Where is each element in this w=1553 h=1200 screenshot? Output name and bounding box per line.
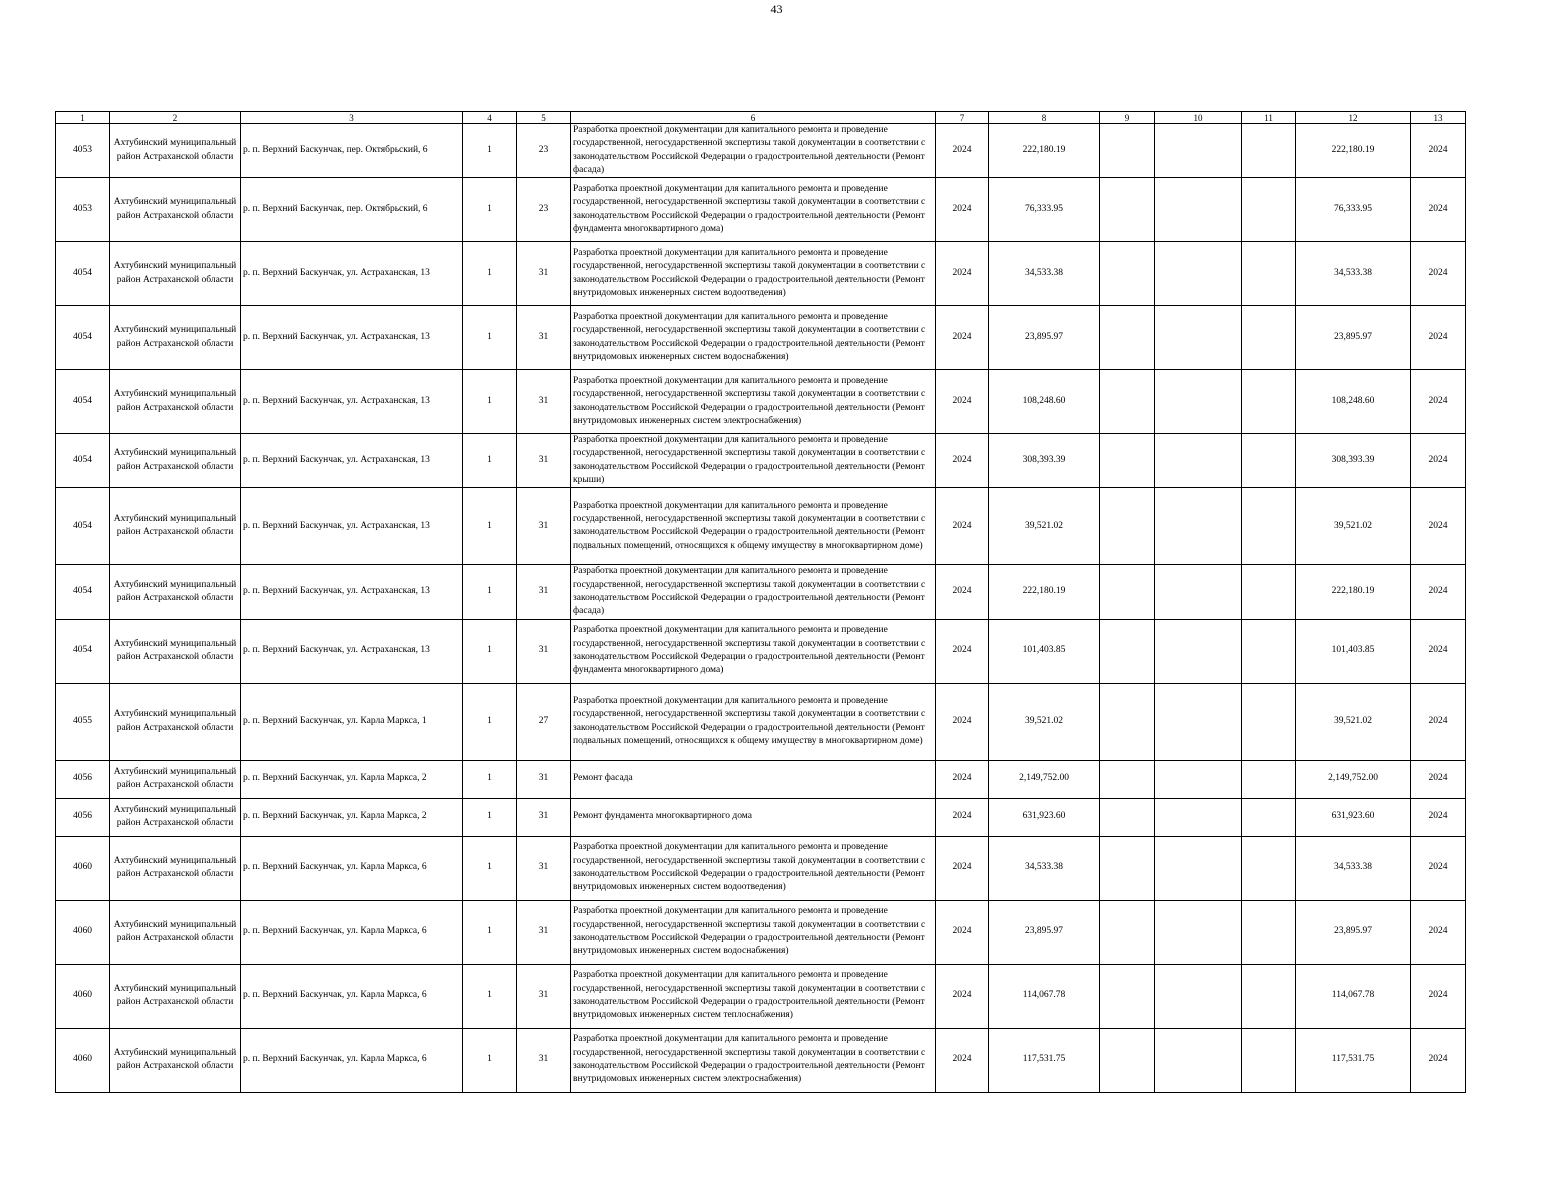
municipal-area: Ахтубинский муниципальный район Астраханской области bbox=[110, 836, 241, 900]
column-header: 3 bbox=[241, 112, 463, 124]
address: р. п. Верхний Баскунчак, ул. Карла Маркса, 1 bbox=[241, 683, 463, 760]
row-id: 4056 bbox=[56, 798, 110, 836]
table-row bbox=[56, 683, 1466, 760]
col-5: 31 bbox=[517, 306, 571, 370]
col-5: 31 bbox=[517, 434, 571, 488]
col-10 bbox=[1155, 619, 1242, 683]
address: р. п. Верхний Баскунчак, пер. Октябрьский, 6 bbox=[241, 178, 463, 242]
table-row bbox=[56, 900, 1466, 964]
col-5: 27 bbox=[517, 683, 571, 760]
address: р. п. Верхний Баскунчак, ул. Карла Маркса, 6 bbox=[241, 836, 463, 900]
row-id: 4054 bbox=[56, 488, 110, 565]
cost: 631,923.60 bbox=[989, 798, 1100, 836]
col-9 bbox=[1100, 1028, 1155, 1092]
col-5: 31 bbox=[517, 836, 571, 900]
municipal-area: Ахтубинский муниципальный район Астраханской области bbox=[110, 488, 241, 565]
col-13: 2024 bbox=[1411, 1028, 1466, 1092]
col-4: 1 bbox=[463, 178, 517, 242]
column-header: 12 bbox=[1296, 112, 1411, 124]
cost: 222,180.19 bbox=[989, 124, 1100, 178]
cost: 23,895.97 bbox=[989, 306, 1100, 370]
municipal-area: Ахтубинский муниципальный район Астраханской области bbox=[110, 683, 241, 760]
col-12: 108,248.60 bbox=[1296, 370, 1411, 434]
column-header: 13 bbox=[1411, 112, 1466, 124]
row-id: 4060 bbox=[56, 1028, 110, 1092]
col-9 bbox=[1100, 124, 1155, 178]
municipal-area: Ахтубинский муниципальный район Астраханской области bbox=[110, 798, 241, 836]
year: 2024 bbox=[936, 124, 989, 178]
year: 2024 bbox=[936, 242, 989, 306]
col-5: 23 bbox=[517, 124, 571, 178]
year: 2024 bbox=[936, 565, 989, 619]
col-12: 34,533.38 bbox=[1296, 242, 1411, 306]
address: р. п. Верхний Баскунчак, ул. Карла Маркса, 6 bbox=[241, 964, 463, 1028]
cost: 308,393.39 bbox=[989, 434, 1100, 488]
col-12: 222,180.19 bbox=[1296, 565, 1411, 619]
year: 2024 bbox=[936, 900, 989, 964]
year: 2024 bbox=[936, 178, 989, 242]
column-header: 8 bbox=[989, 112, 1100, 124]
col-12: 631,923.60 bbox=[1296, 798, 1411, 836]
row-id: 4060 bbox=[56, 900, 110, 964]
col-11 bbox=[1242, 964, 1296, 1028]
address: р. п. Верхний Баскунчак, пер. Октябрьский, 6 bbox=[241, 124, 463, 178]
table-row bbox=[56, 488, 1466, 565]
col-11 bbox=[1242, 434, 1296, 488]
col-4: 1 bbox=[463, 370, 517, 434]
municipal-area: Ахтубинский муниципальный район Астраханской области bbox=[110, 306, 241, 370]
col-11 bbox=[1242, 306, 1296, 370]
col-9 bbox=[1100, 900, 1155, 964]
col-12: 23,895.97 bbox=[1296, 900, 1411, 964]
table-row bbox=[56, 178, 1466, 242]
year: 2024 bbox=[936, 434, 989, 488]
col-10 bbox=[1155, 836, 1242, 900]
col-11 bbox=[1242, 900, 1296, 964]
column-header: 7 bbox=[936, 112, 989, 124]
col-13: 2024 bbox=[1411, 178, 1466, 242]
address: р. п. Верхний Баскунчак, ул. Астраханская, 13 bbox=[241, 565, 463, 619]
col-4: 1 bbox=[463, 760, 517, 798]
col-11 bbox=[1242, 683, 1296, 760]
col-12: 76,333.95 bbox=[1296, 178, 1411, 242]
col-10 bbox=[1155, 760, 1242, 798]
address: р. п. Верхний Баскунчак, ул. Астраханская, 13 bbox=[241, 370, 463, 434]
row-id: 4054 bbox=[56, 370, 110, 434]
col-9 bbox=[1100, 760, 1155, 798]
col-9 bbox=[1100, 683, 1155, 760]
page-number: 43 bbox=[770, 2, 783, 16]
cost: 117,531.75 bbox=[989, 1028, 1100, 1092]
col-12: 101,403.85 bbox=[1296, 619, 1411, 683]
col-11 bbox=[1242, 178, 1296, 242]
table-row bbox=[56, 836, 1466, 900]
row-id: 4054 bbox=[56, 565, 110, 619]
col-4: 1 bbox=[463, 242, 517, 306]
col-11 bbox=[1242, 370, 1296, 434]
row-id: 4054 bbox=[56, 242, 110, 306]
col-13: 2024 bbox=[1411, 760, 1466, 798]
cost: 39,521.02 bbox=[989, 683, 1100, 760]
year: 2024 bbox=[936, 836, 989, 900]
table-row bbox=[56, 798, 1466, 836]
col-4: 1 bbox=[463, 798, 517, 836]
col-10 bbox=[1155, 124, 1242, 178]
col-12: 222,180.19 bbox=[1296, 124, 1411, 178]
cost: 108,248.60 bbox=[989, 370, 1100, 434]
col-11 bbox=[1242, 798, 1296, 836]
cost: 114,067.78 bbox=[989, 964, 1100, 1028]
address: р. п. Верхний Баскунчак, ул. Карла Маркса, 2 bbox=[241, 798, 463, 836]
col-4: 1 bbox=[463, 836, 517, 900]
row-id: 4054 bbox=[56, 434, 110, 488]
col-11 bbox=[1242, 836, 1296, 900]
table-row bbox=[56, 619, 1466, 683]
col-9 bbox=[1100, 242, 1155, 306]
cost: 76,333.95 bbox=[989, 178, 1100, 242]
col-11 bbox=[1242, 488, 1296, 565]
row-id: 4054 bbox=[56, 619, 110, 683]
work-description: Разработка проектной документации для капитального ремонта и проведение государственной, негосударственной экспертизы такой документации в соответствии с законодательством Российской Федерации о градостроительной деятельности (Ремонт крыши) bbox=[571, 434, 936, 488]
column-header: 9 bbox=[1100, 112, 1155, 124]
col-5: 31 bbox=[517, 619, 571, 683]
work-description: Разработка проектной документации для капитального ремонта и проведение государственной, негосударственной экспертизы такой документации в соответствии с законодательством Российской Федерации о градостроительной деятельности (Ремонт внутридомовых инженерных систем электроснабжения) bbox=[571, 370, 936, 434]
col-5: 31 bbox=[517, 1028, 571, 1092]
col-9 bbox=[1100, 964, 1155, 1028]
repair-registry-table bbox=[55, 111, 1466, 1093]
column-number-row bbox=[56, 112, 1466, 124]
work-description: Разработка проектной документации для капитального ремонта и проведение государственной, негосударственной экспертизы такой документации в соответствии с законодательством Российской Федерации о градостроительной деятельности (Ремонт подвальных помещений, относящихся к общему имуществу в многоквартирном доме) bbox=[571, 488, 936, 565]
year: 2024 bbox=[936, 306, 989, 370]
col-10 bbox=[1155, 683, 1242, 760]
row-id: 4060 bbox=[56, 964, 110, 1028]
col-4: 1 bbox=[463, 124, 517, 178]
col-13: 2024 bbox=[1411, 619, 1466, 683]
col-9 bbox=[1100, 488, 1155, 565]
col-13: 2024 bbox=[1411, 242, 1466, 306]
address: р. п. Верхний Баскунчак, ул. Карла Маркса, 2 bbox=[241, 760, 463, 798]
row-id: 4053 bbox=[56, 124, 110, 178]
col-12: 308,393.39 bbox=[1296, 434, 1411, 488]
col-13: 2024 bbox=[1411, 306, 1466, 370]
column-header: 10 bbox=[1155, 112, 1242, 124]
address: р. п. Верхний Баскунчак, ул. Астраханская, 13 bbox=[241, 242, 463, 306]
municipal-area: Ахтубинский муниципальный район Астраханской области bbox=[110, 370, 241, 434]
col-13: 2024 bbox=[1411, 565, 1466, 619]
col-9 bbox=[1100, 798, 1155, 836]
work-description: Разработка проектной документации для капитального ремонта и проведение государственной, негосударственной экспертизы такой документации в соответствии с законодательством Российской Федерации о градостроительной деятельности (Ремонт фундамента многоквартирного дома) bbox=[571, 178, 936, 242]
address: р. п. Верхний Баскунчак, ул. Астраханская, 13 bbox=[241, 306, 463, 370]
column-header: 6 bbox=[571, 112, 936, 124]
table-row bbox=[56, 242, 1466, 306]
col-12: 34,533.38 bbox=[1296, 836, 1411, 900]
col-4: 1 bbox=[463, 434, 517, 488]
work-description: Разработка проектной документации для капитального ремонта и проведение государственной, негосударственной экспертизы такой документации в соответствии с законодательством Российской Федерации о градостроительной деятельности (Ремонт внутридомовых инженерных систем водоснабжения) bbox=[571, 900, 936, 964]
municipal-area: Ахтубинский муниципальный район Астраханской области bbox=[110, 760, 241, 798]
table-row bbox=[56, 370, 1466, 434]
col-4: 1 bbox=[463, 900, 517, 964]
col-13: 2024 bbox=[1411, 836, 1466, 900]
col-12: 39,521.02 bbox=[1296, 488, 1411, 565]
year: 2024 bbox=[936, 798, 989, 836]
col-5: 31 bbox=[517, 565, 571, 619]
table-row bbox=[56, 760, 1466, 798]
col-13: 2024 bbox=[1411, 798, 1466, 836]
cost: 39,521.02 bbox=[989, 488, 1100, 565]
col-9 bbox=[1100, 306, 1155, 370]
year: 2024 bbox=[936, 760, 989, 798]
work-description: Разработка проектной документации для капитального ремонта и проведение государственной, негосударственной экспертизы такой документации в соответствии с законодательством Российской Федерации о градостроительной деятельности (Ремонт внутридомовых инженерных систем теплоснабжения) bbox=[571, 964, 936, 1028]
col-9 bbox=[1100, 836, 1155, 900]
col-11 bbox=[1242, 124, 1296, 178]
col-10 bbox=[1155, 900, 1242, 964]
col-13: 2024 bbox=[1411, 488, 1466, 565]
col-10 bbox=[1155, 178, 1242, 242]
col-9 bbox=[1100, 619, 1155, 683]
municipal-area: Ахтубинский муниципальный район Астраханской области bbox=[110, 178, 241, 242]
col-4: 1 bbox=[463, 683, 517, 760]
col-9 bbox=[1100, 565, 1155, 619]
col-11 bbox=[1242, 242, 1296, 306]
col-9 bbox=[1100, 370, 1155, 434]
col-11 bbox=[1242, 565, 1296, 619]
col-10 bbox=[1155, 488, 1242, 565]
col-9 bbox=[1100, 434, 1155, 488]
column-header: 11 bbox=[1242, 112, 1296, 124]
col-4: 1 bbox=[463, 619, 517, 683]
col-5: 23 bbox=[517, 178, 571, 242]
work-description: Разработка проектной документации для капитального ремонта и проведение государственной, негосударственной экспертизы такой документации в соответствии с законодательством Российской Федерации о градостроительной деятельности (Ремонт внутридомовых инженерных систем электроснабжения) bbox=[571, 1028, 936, 1092]
address: р. п. Верхний Баскунчак, ул. Астраханская, 13 bbox=[241, 434, 463, 488]
column-header: 5 bbox=[517, 112, 571, 124]
col-4: 1 bbox=[463, 488, 517, 565]
col-4: 1 bbox=[463, 565, 517, 619]
col-10 bbox=[1155, 370, 1242, 434]
col-10 bbox=[1155, 798, 1242, 836]
cost: 2,149,752.00 bbox=[989, 760, 1100, 798]
work-description: Разработка проектной документации для капитального ремонта и проведение государственной, негосударственной экспертизы такой документации в соответствии с законодательством Российской Федерации о градостроительной деятельности (Ремонт фасада) bbox=[571, 124, 936, 178]
address: р. п. Верхний Баскунчак, ул. Астраханская, 13 bbox=[241, 619, 463, 683]
work-description: Ремонт фундамента многоквартирного дома bbox=[571, 798, 936, 836]
col-5: 31 bbox=[517, 964, 571, 1028]
row-id: 4060 bbox=[56, 836, 110, 900]
year: 2024 bbox=[936, 964, 989, 1028]
col-12: 23,895.97 bbox=[1296, 306, 1411, 370]
col-12: 2,149,752.00 bbox=[1296, 760, 1411, 798]
col-13: 2024 bbox=[1411, 683, 1466, 760]
municipal-area: Ахтубинский муниципальный район Астраханской области bbox=[110, 434, 241, 488]
work-description: Разработка проектной документации для капитального ремонта и проведение государственной, негосударственной экспертизы такой документации в соответствии с законодательством Российской Федерации о градостроительной деятельности (Ремонт внутридомовых инженерных систем водоотведения) bbox=[571, 836, 936, 900]
municipal-area: Ахтубинский муниципальный район Астраханской области bbox=[110, 242, 241, 306]
col-13: 2024 bbox=[1411, 370, 1466, 434]
work-description: Разработка проектной документации для капитального ремонта и проведение государственной, негосударственной экспертизы такой документации в соответствии с законодательством Российской Федерации о градостроительной деятельности (Ремонт внутридомовых инженерных систем водоснабжения) bbox=[571, 306, 936, 370]
table-row bbox=[56, 306, 1466, 370]
work-description: Разработка проектной документации для капитального ремонта и проведение государственной, негосударственной экспертизы такой документации в соответствии с законодательством Российской Федерации о градостроительной деятельности (Ремонт фасада) bbox=[571, 565, 936, 619]
row-id: 4056 bbox=[56, 760, 110, 798]
col-10 bbox=[1155, 1028, 1242, 1092]
col-11 bbox=[1242, 1028, 1296, 1092]
row-id: 4053 bbox=[56, 178, 110, 242]
municipal-area: Ахтубинский муниципальный район Астраханской области bbox=[110, 1028, 241, 1092]
year: 2024 bbox=[936, 683, 989, 760]
table-row bbox=[56, 124, 1466, 178]
municipal-area: Ахтубинский муниципальный район Астраханской области bbox=[110, 964, 241, 1028]
col-4: 1 bbox=[463, 964, 517, 1028]
col-12: 117,531.75 bbox=[1296, 1028, 1411, 1092]
col-11 bbox=[1242, 619, 1296, 683]
address: р. п. Верхний Баскунчак, ул. Астраханская, 13 bbox=[241, 488, 463, 565]
year: 2024 bbox=[936, 619, 989, 683]
municipal-area: Ахтубинский муниципальный район Астраханской области bbox=[110, 619, 241, 683]
col-12: 39,521.02 bbox=[1296, 683, 1411, 760]
year: 2024 bbox=[936, 488, 989, 565]
col-11 bbox=[1242, 760, 1296, 798]
col-12: 114,067.78 bbox=[1296, 964, 1411, 1028]
municipal-area: Ахтубинский муниципальный район Астраханской области bbox=[110, 124, 241, 178]
col-5: 31 bbox=[517, 760, 571, 798]
address: р. п. Верхний Баскунчак, ул. Карла Маркса, 6 bbox=[241, 900, 463, 964]
col-13: 2024 bbox=[1411, 124, 1466, 178]
cost: 34,533.38 bbox=[989, 836, 1100, 900]
table-row bbox=[56, 565, 1466, 619]
row-id: 4054 bbox=[56, 306, 110, 370]
col-4: 1 bbox=[463, 1028, 517, 1092]
col-5: 31 bbox=[517, 900, 571, 964]
table-row bbox=[56, 1028, 1466, 1092]
table-row bbox=[56, 434, 1466, 488]
cost: 222,180.19 bbox=[989, 565, 1100, 619]
year: 2024 bbox=[936, 1028, 989, 1092]
row-id: 4055 bbox=[56, 683, 110, 760]
cost: 23,895.97 bbox=[989, 900, 1100, 964]
col-13: 2024 bbox=[1411, 900, 1466, 964]
address: р. п. Верхний Баскунчак, ул. Карла Маркса, 6 bbox=[241, 1028, 463, 1092]
table-row bbox=[56, 964, 1466, 1028]
col-10 bbox=[1155, 242, 1242, 306]
col-5: 31 bbox=[517, 798, 571, 836]
cost: 34,533.38 bbox=[989, 242, 1100, 306]
col-10 bbox=[1155, 964, 1242, 1028]
year: 2024 bbox=[936, 370, 989, 434]
municipal-area: Ахтубинский муниципальный район Астраханской области bbox=[110, 900, 241, 964]
column-header: 1 bbox=[56, 112, 110, 124]
cost: 101,403.85 bbox=[989, 619, 1100, 683]
work-description: Ремонт фасада bbox=[571, 760, 936, 798]
col-10 bbox=[1155, 434, 1242, 488]
column-header: 2 bbox=[110, 112, 241, 124]
work-description: Разработка проектной документации для капитального ремонта и проведение государственной, негосударственной экспертизы такой документации в соответствии с законодательством Российской Федерации о градостроительной деятельности (Ремонт подвальных помещений, относящихся к общему имуществу в многоквартирном доме) bbox=[571, 683, 936, 760]
work-description: Разработка проектной документации для капитального ремонта и проведение государственной, негосударственной экспертизы такой документации в соответствии с законодательством Российской Федерации о градостроительной деятельности (Ремонт фундамента многоквартирного дома) bbox=[571, 619, 936, 683]
col-4: 1 bbox=[463, 306, 517, 370]
work-description: Разработка проектной документации для капитального ремонта и проведение государственной, негосударственной экспертизы такой документации в соответствии с законодательством Российской Федерации о градостроительной деятельности (Ремонт внутридомовых инженерных систем водоотведения) bbox=[571, 242, 936, 306]
col-5: 31 bbox=[517, 242, 571, 306]
col-9 bbox=[1100, 178, 1155, 242]
col-10 bbox=[1155, 565, 1242, 619]
municipal-area: Ахтубинский муниципальный район Астраханской области bbox=[110, 565, 241, 619]
col-13: 2024 bbox=[1411, 964, 1466, 1028]
col-5: 31 bbox=[517, 488, 571, 565]
col-10 bbox=[1155, 306, 1242, 370]
col-13: 2024 bbox=[1411, 434, 1466, 488]
col-5: 31 bbox=[517, 370, 571, 434]
column-header: 4 bbox=[463, 112, 517, 124]
